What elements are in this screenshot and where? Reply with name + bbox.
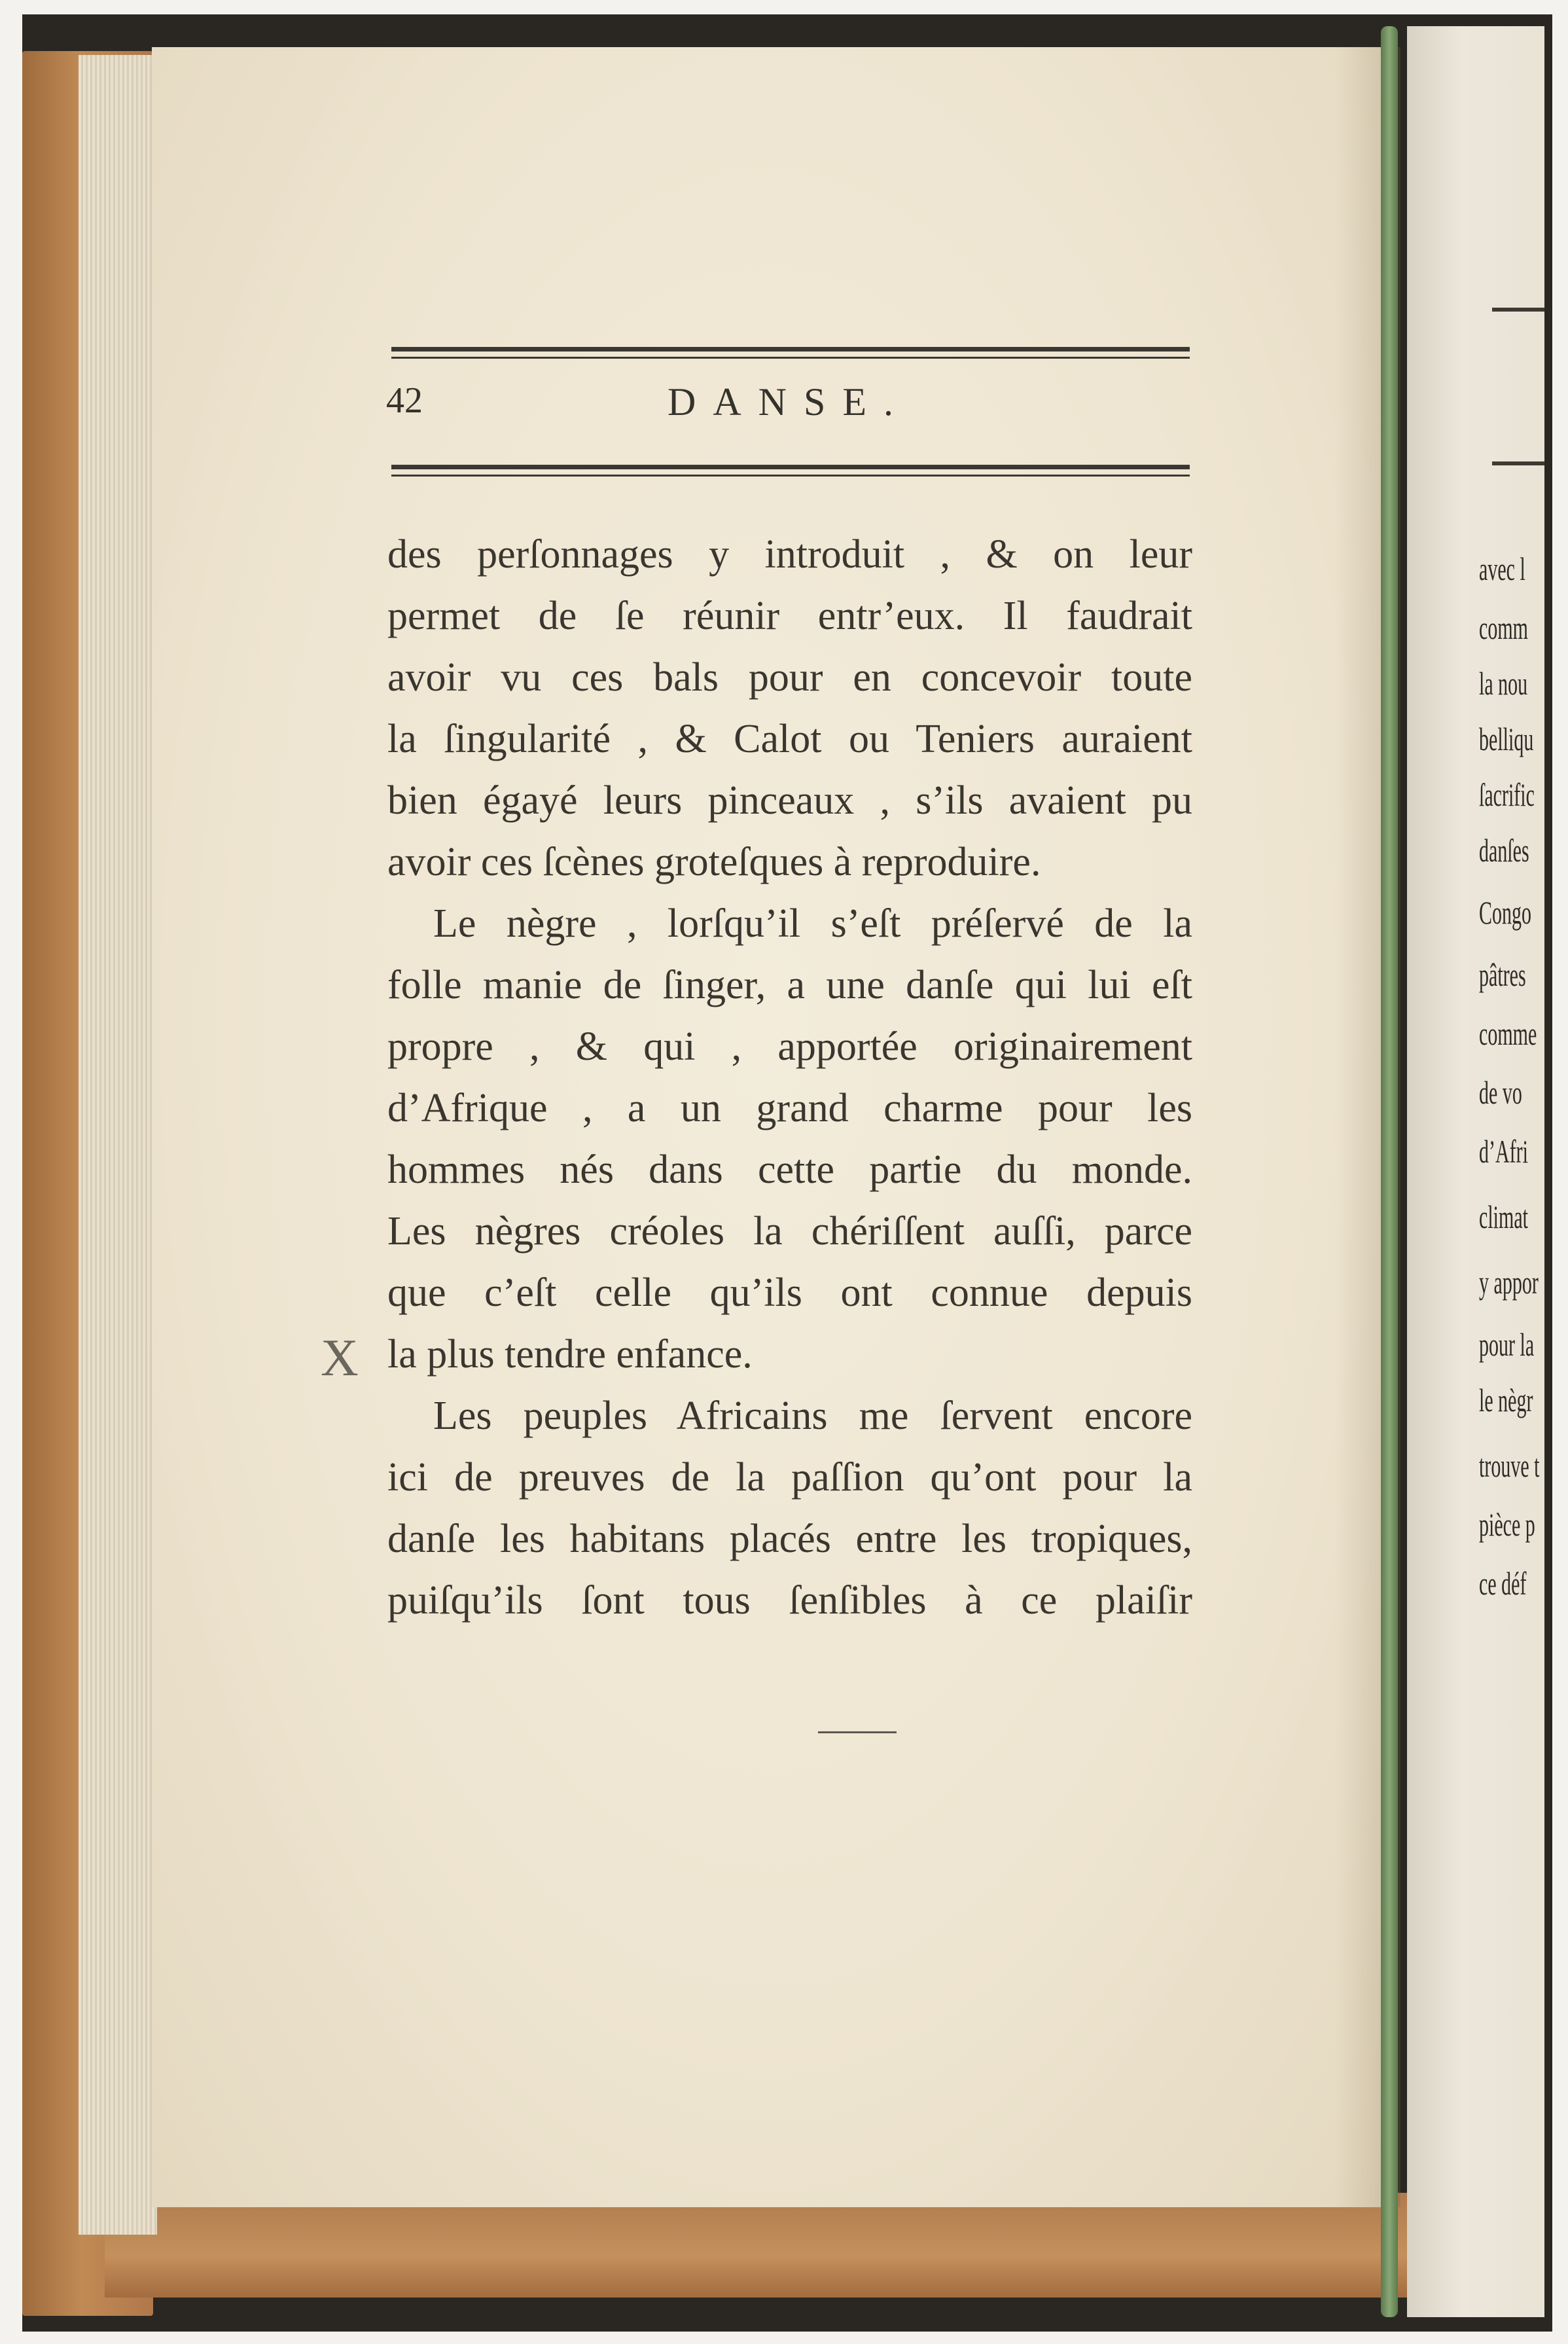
facing-page-line: danſes [1479,832,1529,869]
text-line: ici de preuves de la paſſion qu’ont pour la [387,1455,1192,1500]
facing-page-rule [1492,308,1544,312]
margin-annotation-mark: X [321,1329,359,1387]
text-line: folle manie de ſinger, a une danſe qui lui eſt [387,963,1192,1007]
book-cover-bottom [105,2193,1414,2298]
facing-page-line: avec l [1479,550,1525,587]
header-rule-bottom-thin [391,475,1190,477]
facing-page [1407,26,1544,2317]
text-line: permet de ſe réunir entr’eux. Il faudrait [387,594,1192,638]
text-line: avoir vu ces bals pour en concevoir toute [387,655,1192,700]
facing-page-line: climat [1479,1199,1528,1235]
text-line: que c’eſt celle qu’ils ont connue depuis [387,1271,1192,1315]
text-line: propre , & qui , apportée originairement [387,1024,1192,1069]
facing-page-rule [1492,461,1544,465]
text-line: d’Afrique , a un grand charme pour les [387,1086,1192,1130]
text-line: Les nègres créoles la chériſſent auſſi, parce [387,1209,1192,1253]
facing-page-line: Congo [1479,894,1532,931]
text-line: bien égayé leurs pinceaux , s’ils avaient pu [387,778,1192,823]
facing-page-line: d’Afri [1479,1133,1528,1170]
facing-page-line: ce déf [1479,1565,1527,1602]
facing-page-line: y appor [1479,1264,1539,1301]
text-line: la plus tendre enfance. [387,1332,753,1377]
header-rule-bottom [391,465,1190,469]
page-number: 42 [386,380,423,421]
facing-page-line: pièce p [1479,1506,1535,1543]
bookmark-ribbon [1381,26,1398,2317]
facing-page-line: pâtres [1479,956,1526,993]
header-rule-top [391,347,1190,352]
facing-page-line: comme [1479,1015,1537,1052]
text-line: Le nègre , lorſqu’il s’eſt préſervé de la [433,901,1192,946]
page-header [386,380,1191,439]
facing-page-line: de vo [1479,1074,1522,1111]
facing-page-line: trouve t [1479,1447,1540,1484]
text-line: puiſqu’ils ſont tous ſenſibles à ce plaiſir [387,1578,1192,1623]
facing-page-line: ſacrific [1479,776,1535,813]
catch-line [818,1731,897,1733]
text-line: avoir ces ſcènes groteſques à reproduire. [387,840,1041,884]
facing-page-line: belliqu [1479,721,1534,757]
text-line: la ſingularité , & Calot ou Teniers auraient [387,717,1192,761]
facing-page-line: la nou [1479,665,1528,702]
running-head: DANSE. [668,380,911,424]
body-text [387,524,1192,1631]
page-edges [79,55,157,2235]
facing-page-line: le nègr [1479,1382,1533,1418]
facing-page-line: comm [1479,609,1528,646]
text-line: hommes nés dans cette partie du monde. [387,1147,1192,1192]
text-line: danſe les habitans placés entre les tropiques, [387,1517,1192,1561]
header-rule-top-thin [391,357,1190,359]
text-line: des perſonnages y introduit , & on leur [387,532,1192,577]
facing-page-line: pour la [1479,1326,1535,1363]
text-line: Les peuples Africains me ſervent encore [433,1394,1192,1438]
